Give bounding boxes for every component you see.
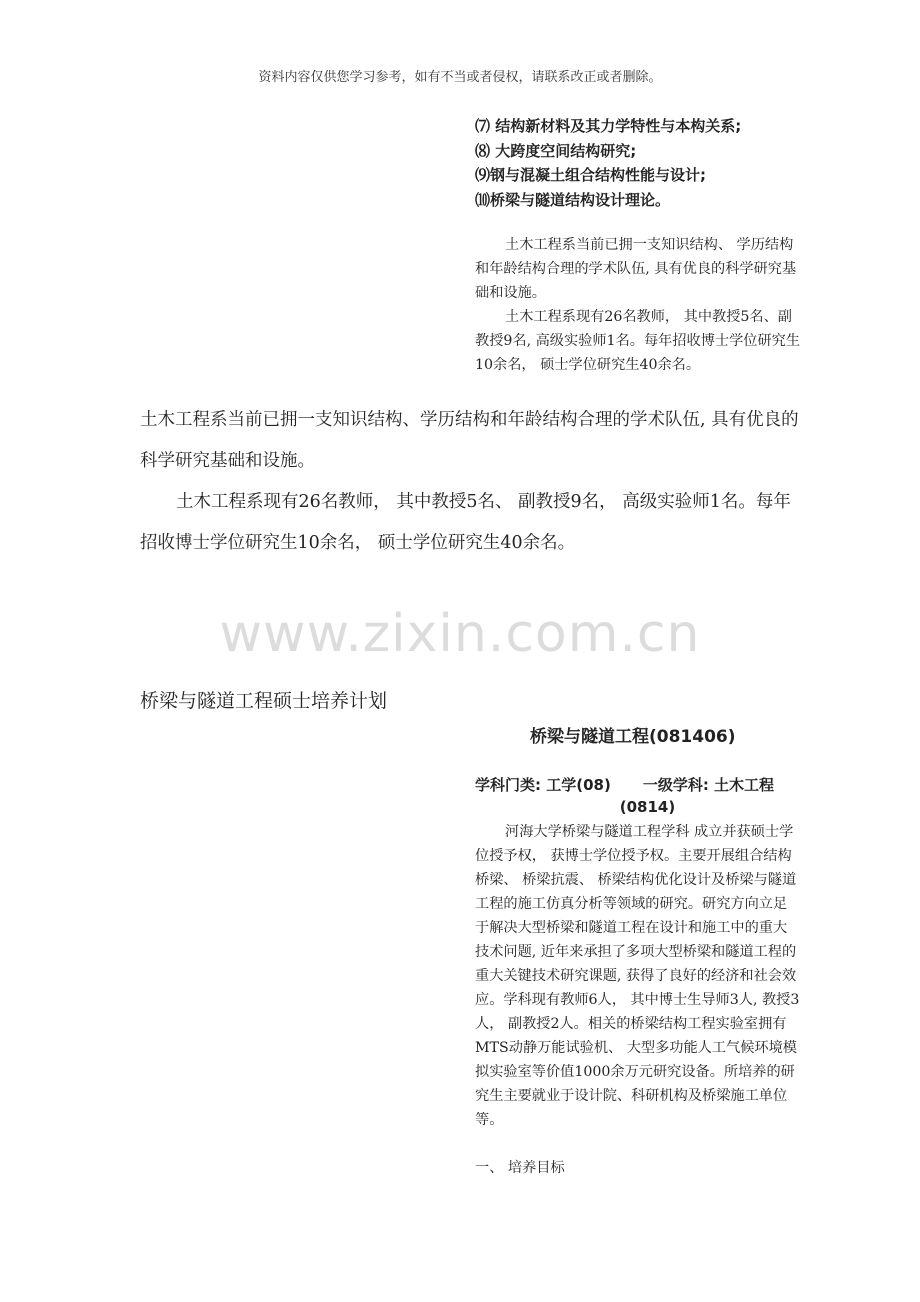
list-item: ⑺ 结构新材料及其力学特性与本构关系; (475, 117, 742, 135)
full-paragraph-faculty: 土木工程系当前已拥一支知识结构、学历结构和年龄结构合理的学术队伍, 具有优良的科学研究基础和设施。 (140, 410, 799, 471)
list-item: ⑼钢与混凝土组合结构性能与设计; (475, 166, 707, 184)
column-paragraph-faculty: 土木工程系当前已拥一支知识结构、 学历结构和年龄结构合理的学术队伍, 具有优良的科学研究基础和设施。 (475, 237, 797, 301)
list-item: ⑽桥梁与隧道结构设计理论。 (475, 190, 671, 209)
research-direction-list (475, 114, 800, 212)
first-level-code: (0814) (619, 798, 676, 816)
full-paragraph-staff: 土木工程系现有26名教师， 其中教授5名、 副教授9名， 高级实验师1名。每年招收博士学位研究生10余名， 硕士学位研究生40余名。 (140, 492, 791, 553)
discipline-meta (475, 774, 800, 818)
page-header: 资料内容仅供您学习参考，如有不当或者侵权，请联系改正或者删除。 (258, 70, 662, 85)
column-paragraph-staff: 土木工程系现有26名教师， 其中教授5名、副教授9名, 高级实验师1名。每年招收博士学位研究生10余名， 硕士学位研究生40余名。 (475, 309, 801, 373)
section-heading: 一、 培养目标 (475, 1160, 565, 1176)
first-level-discipline: 一级学科: 土木工程 (642, 776, 775, 794)
discipline-title: 桥梁与隧道工程(081406) (530, 727, 736, 747)
list-item: ⑻ 大跨度空间结构研究; (475, 141, 637, 160)
discipline-category: 学科门类: 工学(08) (475, 776, 611, 794)
watermark: www.zixin.com.cn (219, 604, 701, 664)
discipline-intro: 河海大学桥梁与隧道工程学科 成立并获硕士学位授予权， 获博士学位授予权。主要开展组合结构桥梁、 桥梁抗震、 桥梁结构优化设计及桥梁与隧道工程的施工仿真分析等领域的研究。研究方向立足于解决大型桥梁和隧道工程在设计和施工中的重大技术问题, 近年来承担了多项大型桥梁和隧道工程的重大关键技术研究课题, 获得了良好的经济和社会效应。学科现有教师6人， 其中博士生导师3人, 教授3人， 副教授2人。相关的桥梁结构工程实验室拥有MTS动静万能试验机、 大型多功能人工气候环境模拟实验室等价值1000余万元研究设备。所培养的研究生主要就业于设计院、科研机构及桥梁施工单位等。 (475, 824, 800, 1128)
plan-title: 桥梁与隧道工程硕士培养计划 (140, 690, 388, 712)
